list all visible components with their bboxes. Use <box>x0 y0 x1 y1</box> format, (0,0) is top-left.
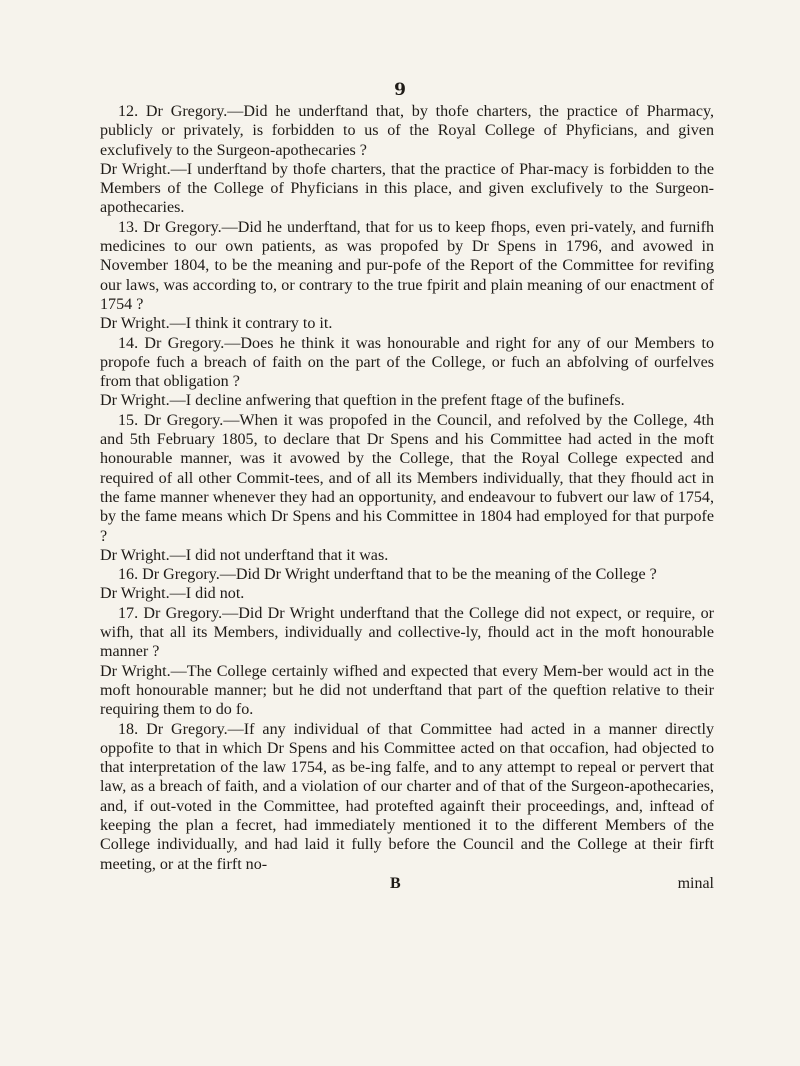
paragraph: 17. Dr Gregory.—Did Dr Wright underftand that the College did not expect, or require, or wifh, that all its Members, individually and collective-ly, fhould act in the moft honourable manner ? <box>100 604 714 661</box>
page-number: 9 <box>394 80 406 100</box>
page-footer <box>100 875 714 895</box>
paragraph: Dr Wright.—I did not. <box>100 585 245 603</box>
catchword: minal <box>677 874 714 892</box>
page-body <box>100 102 714 874</box>
paragraph: Dr Wright.—I think it contrary to it. <box>100 315 333 333</box>
paragraph: 14. Dr Gregory.—Does he think it was honourable and right for any of our Members to propofe fuch a breach of faith on the part of the College, or fuch an abfolving of ourfelves from that obligation ? <box>100 334 714 391</box>
paragraph: Dr Wright.—I underftand by thofe charters, that the practice of Phar-macy is forbidden to the Members of the College of Phyficians in this place, and given exclufively to the Surgeon-apothecaries. <box>100 160 714 217</box>
paragraph: Dr Wright.—I did not underftand that it was. <box>100 546 389 564</box>
paragraph: 18. Dr Gregory.—If any individual of that Committee had acted in a manner directly oppofite to that in which Dr Spens and his Committee acted on that occafion, had objected to that interpretation of the law 1754, as be-ing falfe, and to any attempt to repeal or pervert that law, as a breach of faith, and a violation of our charter and of that of the Surgeon-apothecaries, and, if out-voted in the Committee, had protefted againft their proceedings, and, inftead of keeping the plan a fecret, had immediately mentioned it to the different Members of the College individually, and had laid it fully before the Council and the College at their firft meeting, or at the firft no- <box>100 720 714 873</box>
paragraph: 12. Dr Gregory.—Did he underftand that, by thofe charters, the practice of Pharmacy, publicly or privately, is forbidden to us of the Royal College of Phyficians, and given exclufively to the Surgeon-apothecaries ? <box>100 103 714 159</box>
paragraph: 15. Dr Gregory.—When it was propofed in the Council, and refolved by the College, 4th and 5th February 1805, to declare that Dr Spens and his Committee had acted in the moft honourable manner, was it avowed by the College, that the Royal College expected and required of all other Commit-tees, and of all its Members individually, that they fhould act in the fame manner whenever they had an opportunity, and endeavour to fubvert our law of 1754, by the fame means which Dr Spens and his Committee in 1804 had employed for that purpofe ? <box>100 411 714 545</box>
paragraph: Dr Wright.—I decline anfwering that queftion in the prefent ftage of the bufinefs. <box>100 392 625 410</box>
paragraph: 13. Dr Gregory.—Did he underftand, that for us to keep fhops, even pri-vately, and furnifh medicines to our own patients, as was propofed by Dr Spens in 1796, and avowed in November 1804, to be the meaning and pur-pofe of the Report of the Committee for revifing our laws, was according to, or contrary to the true fpirit and plain meaning of our enactment of 1754 ? <box>100 218 714 313</box>
signature-mark: B <box>390 874 401 892</box>
paragraph: Dr Wright.—The College certainly wifhed and expected that every Mem-ber would act in the moft honourable manner; but he did not underftand that part of the queftion relative to their requiring them to do fo. <box>100 662 714 719</box>
paragraph: 16. Dr Gregory.—Did Dr Wright underftand that to be the meaning of the College ? <box>118 566 657 584</box>
